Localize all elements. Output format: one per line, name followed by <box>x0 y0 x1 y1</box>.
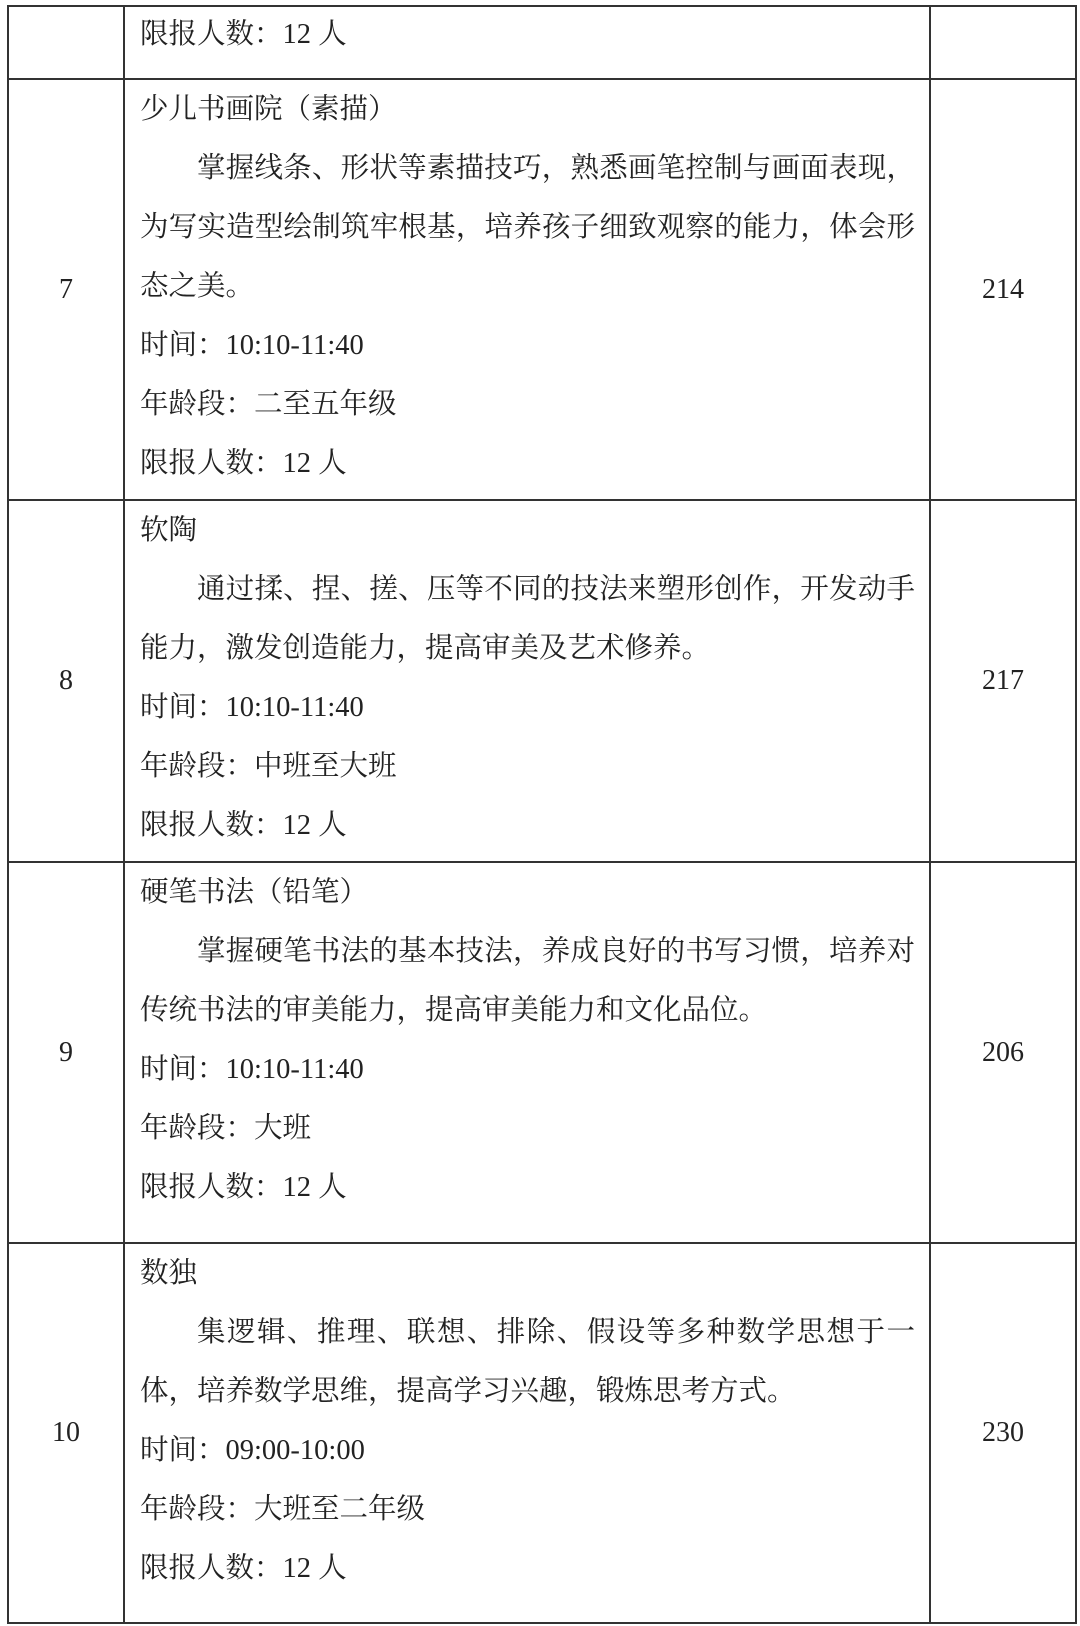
age-value: 中班至大班 <box>254 751 397 782</box>
course-description: 通过揉、捏、搓、压等不同的技法来塑形创作，开发动手能力，激发创造能力，提高审美及艺术修养。 <box>140 574 915 664</box>
age-label: 年龄段： <box>140 1113 255 1144</box>
number-cell <box>8 1243 124 1623</box>
number-cell <box>8 6 124 79</box>
age-value: 大班 <box>254 1113 312 1144</box>
course-table <box>7 5 1077 1624</box>
time-value: 09:00-10:00 <box>225 1435 365 1466</box>
room-cell <box>930 1243 1076 1623</box>
course-description: 集逻辑、推理、联想、排除、假设等多种数学思想于一体，培养数学思维，提高学习兴趣，锻炼思考方式。 <box>140 1317 915 1407</box>
time-line <box>140 316 915 375</box>
course-description: 掌握线条、形状等素描技巧，熟悉画笔控制与画面表现，为写实造型绘制筑牢根基，培养孩子细致观察的能力，体会形态之美。 <box>140 153 915 302</box>
limit-value: 12 人 <box>282 1172 347 1203</box>
number-cell <box>8 862 124 1243</box>
room-cell <box>930 862 1076 1243</box>
row-number: 10 <box>52 1417 80 1448</box>
room-cell <box>930 500 1076 862</box>
content-cell <box>124 862 930 1243</box>
age-label: 年龄段： <box>140 1494 255 1525</box>
room-number: 214 <box>982 273 1024 305</box>
limit-label: 限报人数： <box>140 448 283 479</box>
age-label: 年龄段： <box>140 751 255 782</box>
time-value: 10:10-11:40 <box>225 1054 364 1085</box>
table-row <box>8 79 1076 500</box>
time-value: 10:10-11:40 <box>225 330 364 361</box>
limit-line <box>140 1158 915 1217</box>
age-line <box>140 1480 915 1539</box>
age-value: 二至五年级 <box>254 389 397 420</box>
limit-value: 12 人 <box>282 1553 347 1584</box>
row-number: 9 <box>59 1036 73 1068</box>
limit-label: 限报人数： <box>140 1553 283 1584</box>
room-number: 230 <box>982 1417 1024 1448</box>
room-cell <box>930 79 1076 500</box>
limit-line <box>140 796 915 855</box>
course-title: 数独 <box>140 1258 198 1289</box>
content-cell <box>124 6 930 79</box>
table-row <box>8 500 1076 862</box>
table-row <box>8 6 1076 79</box>
content-cell <box>124 500 930 862</box>
limit-line <box>140 7 915 63</box>
time-line <box>140 1040 915 1099</box>
room-number: 206 <box>982 1036 1024 1068</box>
age-line <box>140 737 915 796</box>
limit-value: 12 人 <box>282 448 347 479</box>
room-number: 217 <box>982 665 1024 696</box>
limit-line <box>140 1539 915 1598</box>
time-line <box>140 1421 915 1480</box>
row-number: 7 <box>59 273 73 305</box>
limit-value: 12 人 <box>282 19 347 50</box>
time-label: 时间： <box>140 1435 226 1466</box>
limit-label: 限报人数： <box>140 810 283 841</box>
number-cell <box>8 79 124 500</box>
age-value: 大班至二年级 <box>254 1494 426 1525</box>
table-row <box>8 1243 1076 1623</box>
age-line <box>140 375 915 434</box>
course-title: 硬笔书法（铅笔） <box>140 877 369 908</box>
time-label: 时间： <box>140 1054 226 1085</box>
row-number: 8 <box>59 665 73 696</box>
limit-label: 限报人数： <box>140 19 283 50</box>
age-label: 年龄段： <box>140 389 255 420</box>
time-line <box>140 678 915 737</box>
time-label: 时间： <box>140 330 226 361</box>
table-row <box>8 862 1076 1243</box>
course-title: 软陶 <box>140 515 198 546</box>
content-cell <box>124 79 930 500</box>
number-cell <box>8 500 124 862</box>
room-cell <box>930 6 1076 79</box>
time-label: 时间： <box>140 692 226 723</box>
course-title: 少儿书画院（素描） <box>140 94 397 125</box>
limit-value: 12 人 <box>282 810 347 841</box>
content-cell <box>124 1243 930 1623</box>
limit-line <box>140 434 915 493</box>
limit-label: 限报人数： <box>140 1172 283 1203</box>
course-description: 掌握硬笔书法的基本技法，养成良好的书写习惯，培养对传统书法的审美能力，提高审美能力和文化品位。 <box>140 936 915 1026</box>
age-line <box>140 1099 915 1158</box>
time-value: 10:10-11:40 <box>225 692 364 723</box>
